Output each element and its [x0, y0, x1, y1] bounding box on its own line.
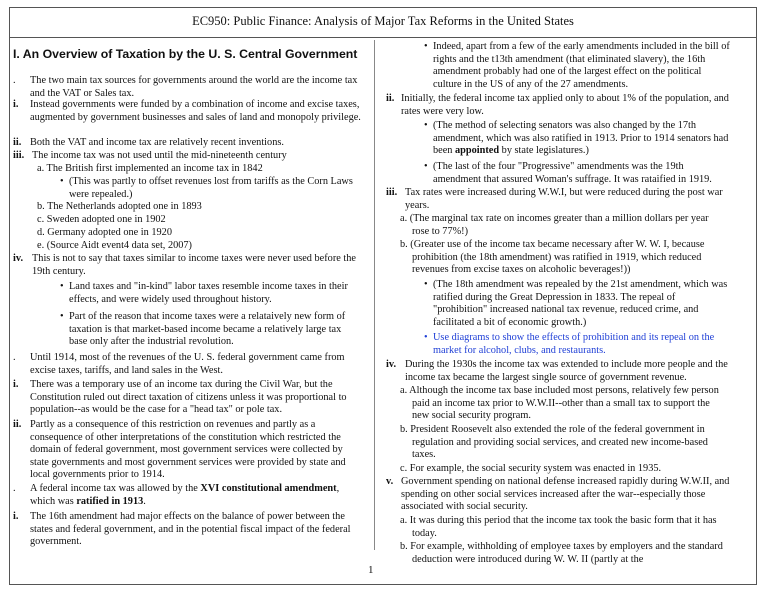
paragraph [37, 214, 357, 227]
paragraph-text: (The last of the four "Progressive" amendments was the 19th amendment that assured Woman's suffrage. It was rataified in 1919. [433, 161, 712, 185]
bullet-marker: • [424, 279, 428, 290]
list-marker: . [13, 75, 16, 86]
list-marker: v. [386, 476, 394, 487]
paragraph [13, 483, 361, 508]
bullet-marker: • [424, 332, 428, 343]
paragraph [386, 93, 731, 118]
bullet-marker: • [424, 41, 428, 52]
paragraph [60, 311, 360, 349]
paragraph [424, 279, 730, 329]
paragraph-text: d. Germany adopted one in 1920 [37, 227, 172, 238]
paragraph [37, 240, 357, 253]
paragraph [400, 463, 728, 476]
bullet-marker: • [424, 120, 428, 131]
page-title: EC950: Public Finance: Analysis of Major Tax Reforms in the United States [192, 14, 574, 28]
paragraph-text: The income tax was not used until the mid-nineteenth century [32, 150, 287, 161]
paragraph [400, 541, 728, 566]
list-marker: i. [13, 511, 19, 522]
paragraph-text: b. For example, withholding of employee taxes by employers and the standard deduction were introduced during W. W. II (partly at the [400, 541, 723, 565]
paragraph [386, 187, 731, 212]
paragraph-text: b. President Roosevelt also extended the role of the federal government in regulation and providing social services, and created new income-based taxes. [400, 424, 708, 461]
paragraph-text: Land taxes and "in-kind" labor taxes resemble income taxes in their effects, and were widely used throughout history. [69, 281, 348, 305]
bullet-marker: • [424, 161, 428, 172]
paragraph [13, 379, 361, 417]
paragraph-text: Part of the reason that income taxes were a relataively new form of taxation is that market-based income became a relatively large tax base only after the industrial revolution. [69, 311, 346, 348]
paragraph-text: Partly as a consequence of this restriction on revenues and partly as a consequence of other interpretations of the constitution which restricted the domain of federal government, most government services were collected by state governments and most government services were provided by state and local governments prior to 1914. [30, 419, 346, 481]
paragraph [37, 201, 357, 214]
paragraph-text: Government spending on national defense increased rapidly during W.W.II, and spending on other social services increased after the war--especially those associated with social security. [401, 476, 730, 513]
paragraph-text: a. (The marginal tax rate on incomes greater than a million dollars per year rose to 77%!) [400, 213, 709, 237]
paragraph-text: Instead governments were funded by a combination of income and excise taxes, augmented by government businesses and sales of land and monopoly privilege. [30, 99, 361, 123]
list-marker: iii. [13, 150, 25, 161]
paragraph-text: e. (Source Aidt event4 data set, 2007) [37, 240, 192, 251]
paragraph [424, 161, 730, 186]
list-marker: iv. [386, 359, 397, 370]
paragraph-text: Until 1914, most of the revenues of the U. S. federal government came from excise taxes, tariffs, and land sales in the West. [30, 352, 345, 376]
paragraph-text: c. For example, the social security system was enacted in 1935. [400, 463, 662, 474]
paragraph [400, 213, 728, 238]
page-number: 1 [368, 564, 374, 576]
paragraph [400, 515, 728, 540]
paragraph [424, 41, 730, 91]
ratified-emphasis: ratified in 1913 [76, 495, 144, 507]
paragraph [386, 476, 731, 514]
list-marker: . [13, 352, 16, 363]
list-marker: i. [13, 99, 19, 110]
list-marker: iii. [386, 187, 398, 198]
paragraph [13, 99, 361, 124]
paragraph-text: (This was partly to offset revenues lost from tariffs as the Corn Laws were repealed.) [69, 176, 353, 200]
paragraph [13, 150, 361, 163]
paragraph [13, 75, 361, 100]
paragraph-text: (The 18th amendment was repealed by the 21st amendment, which was ratified during the Great Depression in 1833. The repeal of "prohibition" increased national tax revenue, reduced crime, and facilitated a bit of economic growth.) [433, 279, 728, 328]
paragraph-text: Use diagrams to show the effects of prohibition and its repeal on the market for alcohol, clubs, and restaurants. [433, 332, 715, 356]
list-marker: ii. [13, 137, 22, 148]
paragraph [13, 253, 361, 278]
list-marker: . [13, 483, 16, 494]
paragraph [60, 176, 360, 201]
paragraph-text: Tax rates were increased during W.W.I, but were reduced during the post war years. [405, 187, 723, 211]
list-marker: i. [13, 379, 19, 390]
paragraph [400, 424, 728, 462]
paragraph-text: Both the VAT and income tax are relatively recent inventions. [30, 137, 284, 148]
paragraph [60, 281, 360, 306]
paragraph [400, 239, 728, 277]
paragraph-text: A federal income tax was allowed by the XVI constitutional amendment, which was ratified in 1913. [30, 483, 340, 507]
paragraph [13, 137, 361, 150]
paragraph-text: b. (Greater use of the income tax became necessary after W. W. I, because prohibition (the 18th amendment) was ratified in 1919, which reduced revenues from excise taxes on alcoholic beverages!)) [400, 239, 705, 276]
paragraph [424, 120, 730, 158]
paragraph [13, 419, 361, 482]
paragraph-text: During the 1930s the income tax was extended to include more people and the income tax became the largest single source of government revenue. [405, 359, 728, 383]
bullet-marker: • [60, 281, 64, 292]
paragraph-text: The 16th amendment had major effects on the balance of power between the states and federal government, and in the potential fiscal impact of the federal government. [30, 511, 351, 548]
paragraph-text: Initially, the federal income tax applied only to about 1% of the population, and rates were very low. [401, 93, 729, 117]
amendment-emphasis: XVI constitutional amendment [200, 483, 337, 494]
paragraph [386, 359, 731, 384]
column-divider [374, 40, 375, 550]
paragraph-text: b. The Netherlands adopted one in 1893 [37, 201, 202, 212]
paragraph-text: (The method of selecting senators was also changed by the 17th amendment, which was also ratified in 1913. Prior to 1914 senators had been appointed by state legislatures.) [433, 120, 729, 157]
paragraph-text: a. Although the income tax base included most persons, relatively few person paid an income tax prior to W.W.II--other than a small tax to support the new social security program. [400, 385, 719, 422]
paragraph [37, 163, 357, 176]
list-marker: iv. [13, 253, 24, 264]
paragraph [13, 511, 361, 549]
paragraph-text: Indeed, apart from a few of the early amendments included in the bill of rights and the t13th amendment (that eliminated slavery), the 16th amendment probably had one of the largest effect on the political culture in the US of any of the 27 amendments. [433, 41, 730, 90]
appointed-emphasis: appointed [455, 145, 500, 157]
page-header [10, 8, 756, 38]
paragraph-text: This is not to say that taxes similar to income taxes were never used before the 19th century. [32, 253, 356, 277]
paragraph [13, 352, 361, 377]
paragraph-text: a. It was during this period that the income tax took the basic form that it has today. [400, 515, 717, 539]
paragraph [37, 227, 357, 240]
list-marker: ii. [13, 419, 22, 430]
paragraph-text: The two main tax sources for governments around the world are the income tax and the VAT or Sales tax. [30, 75, 358, 99]
bullet-marker: • [60, 311, 64, 322]
bullet-marker: • [60, 176, 64, 187]
paragraph-text: There was a temporary use of an income tax during the Civil War, but the Constitution ruled out direct taxation of citizens unless it was proportional to population--as would be the case for a "head tax" or pole tax. [30, 379, 347, 416]
list-marker: ii. [386, 93, 395, 104]
paragraph-text: c. Sweden adopted one in 1902 [37, 214, 166, 225]
paragraph [424, 332, 730, 357]
section-title: I. An Overview of Taxation by the U. S. Central Government [13, 47, 358, 61]
paragraph [400, 385, 728, 423]
paragraph-text: a. The British first implemented an income tax in 1842 [37, 163, 263, 174]
document-page [9, 7, 757, 585]
